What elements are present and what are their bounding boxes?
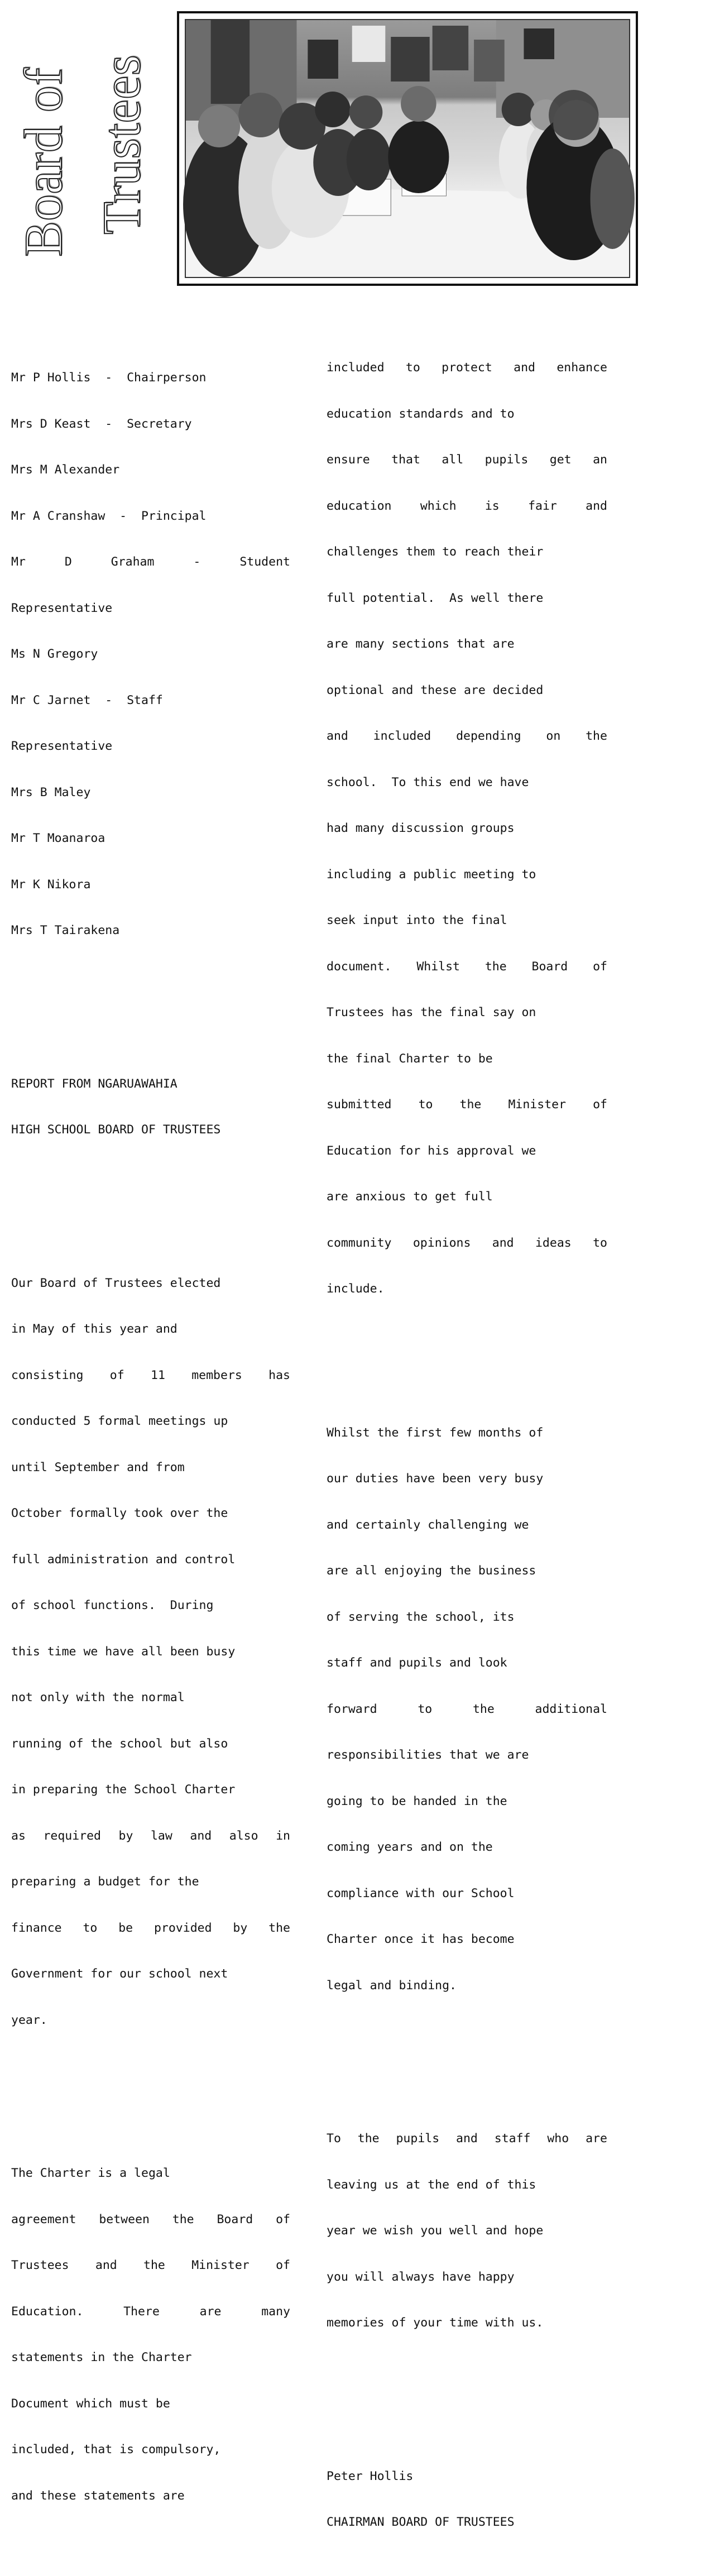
text-line: running of the school but also — [11, 1736, 228, 1751]
text-line: are all enjoying the business — [327, 1564, 536, 1578]
text-line: and included depending on the — [327, 729, 607, 743]
member-line: Ms N Gregory — [11, 647, 98, 661]
paragraph-2 — [11, 2135, 296, 2534]
text-line: ensure that all pupils get an — [327, 453, 607, 467]
title-line-2: Trustees — [92, 55, 151, 234]
text-line: Document which must be — [11, 2396, 170, 2411]
member-line: Mrs T Tairakena — [11, 923, 120, 937]
text-line: including a public meeting to — [327, 867, 536, 882]
text-line: in May of this year and — [11, 1322, 178, 1336]
text-line: staff and pupils and look — [327, 1656, 507, 1670]
member-line: Mrs B Maley — [11, 785, 91, 799]
board-photo-frame — [177, 11, 638, 286]
member-line: Mrs M Alexander — [11, 463, 120, 477]
text-line: memories of your time with us. — [327, 2316, 544, 2330]
text-line: submitted to the Minister of — [327, 1098, 607, 1112]
left-column — [11, 309, 296, 2550]
text-line: compliance with our School — [327, 1886, 515, 1900]
text-line: The Charter is a legal — [11, 2166, 170, 2180]
text-line: of serving the school, its — [327, 1610, 515, 1624]
text-line: Government for our school next — [11, 1967, 228, 1981]
text-line: conducted 5 formal meetings up — [11, 1414, 228, 1428]
text-line: Education for his approval we — [327, 1143, 536, 1158]
text-line: and these statements are — [11, 2488, 185, 2503]
paragraph-1 — [11, 1245, 296, 2059]
text-line: responsibilities that we are — [327, 1748, 529, 1762]
text-line: Education. There are many — [11, 2304, 290, 2319]
text-line: full potential. As well there — [327, 591, 544, 605]
member-line: Representative — [11, 601, 113, 615]
text-line: our duties have been very busy — [327, 1472, 544, 1486]
signature-block — [327, 2438, 611, 2561]
text-line: Trustees and the Minister of — [11, 2258, 290, 2272]
report-heading-line: HIGH SCHOOL BOARD OF TRUSTEES — [11, 1123, 221, 1137]
text-line: agreement between the Board of — [11, 2212, 290, 2227]
text-line: and certainly challenging we — [327, 1517, 529, 1532]
text-line: consisting of 11 members has — [11, 1368, 290, 1382]
text-line: had many discussion groups — [327, 821, 515, 835]
title-line-1: Board of — [13, 68, 73, 257]
text-line: October formally took over the — [11, 1506, 228, 1520]
text-line: are anxious to get full — [327, 1190, 493, 1204]
member-line: Mr A Cranshaw - Principal — [11, 509, 207, 523]
text-line: going to be handed in the — [327, 1794, 507, 1808]
text-line: in preparing the School Charter — [11, 1783, 236, 1797]
text-line: legal and binding. — [327, 1978, 457, 1993]
text-line: education standards and to — [327, 406, 515, 421]
paragraph-5 — [327, 2100, 611, 2362]
text-line: included, that is compulsory, — [11, 2443, 221, 2457]
board-photo — [185, 19, 630, 278]
report-heading — [11, 1046, 296, 1169]
right-column — [327, 299, 611, 2576]
text-line: included to protect and enhance — [327, 361, 607, 375]
text-line: optional and these are decided — [327, 683, 544, 697]
page-title — [11, 22, 151, 262]
text-line: as required by law and also in — [11, 1828, 290, 1843]
text-line: seek input into the final — [327, 913, 507, 927]
text-line: include. — [327, 1282, 385, 1296]
text-line: preparing a budget for the — [11, 1875, 199, 1889]
report-heading-line: REPORT FROM NGARUAWAHIA — [11, 1076, 178, 1091]
text-line: document. Whilst the Board of — [327, 959, 607, 974]
member-line: Mr P Hollis - Chairperson — [11, 371, 207, 385]
text-line: community opinions and ideas to — [327, 1236, 607, 1250]
paragraph-3 — [327, 329, 611, 1328]
text-line: you will always have happy — [327, 2269, 515, 2284]
text-line: until September and from — [11, 1460, 185, 1474]
text-line: challenges them to reach their — [327, 545, 544, 559]
members-list — [11, 339, 296, 969]
text-line: To the pupils and staff who are — [327, 2132, 607, 2146]
text-line: the final Charter to be — [327, 1051, 493, 1066]
text-line: school. To this end we have — [327, 775, 529, 789]
text-line: leaving us at the end of this — [327, 2177, 536, 2192]
text-line: Trustees has the final say on — [327, 1005, 536, 1019]
text-line: Charter once it has become — [327, 1932, 515, 1946]
text-line: of school functions. During — [11, 1598, 214, 1612]
signature-name: Peter Hollis — [327, 2469, 414, 2483]
text-line: statements in the Charter — [11, 2350, 192, 2364]
text-line: year. — [11, 2013, 47, 2027]
text-line: education which is fair and — [327, 499, 607, 513]
board-meeting-photo-illustration — [186, 20, 629, 277]
text-line: coming years and on the — [327, 1840, 493, 1854]
text-line: year we wish you well and hope — [327, 2224, 544, 2238]
member-line: Representative — [11, 739, 113, 753]
text-line: not only with the normal — [11, 1691, 185, 1704]
text-line: this time we have all been busy — [11, 1644, 236, 1659]
text-line: finance to be provided by the — [11, 1921, 290, 1935]
member-line: Mr D Graham - Student — [11, 555, 290, 569]
member-line: Mr T Moanaroa — [11, 831, 105, 845]
text-line: forward to the additional — [327, 1702, 607, 1716]
member-line: Mr K Nikora — [11, 877, 91, 892]
member-line: Mr C Jarnet - Staff — [11, 693, 163, 707]
signature-role: CHAIRMAN BOARD OF TRUSTEES — [327, 2515, 515, 2529]
paragraph-4 — [327, 1395, 611, 2024]
text-line: full administration and control — [11, 1552, 236, 1567]
text-line: Whilst the first few months of — [327, 1425, 544, 1440]
text-line: Our Board of Trustees elected — [11, 1276, 221, 1290]
text-line: are many sections that are — [327, 637, 515, 651]
member-line: Mrs D Keast - Secretary — [11, 416, 192, 431]
